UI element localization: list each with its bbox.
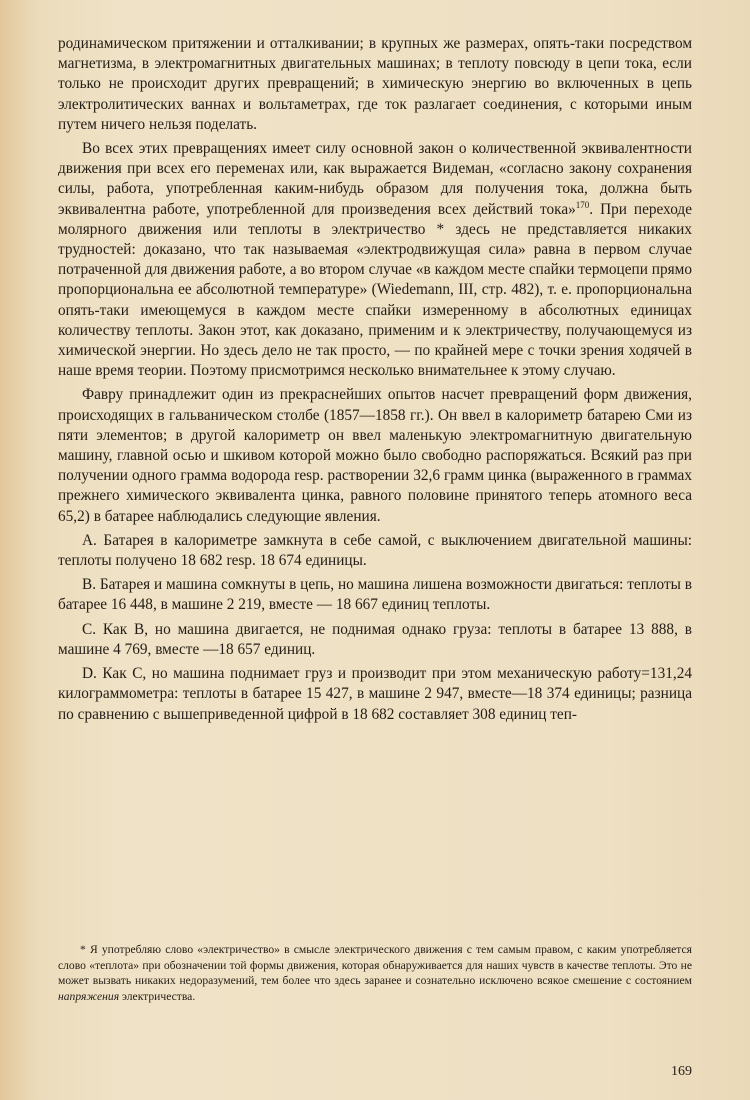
paragraph-case-c: C. Как B, но машина двигается, не поднимая однако груза: теплоты в батарее 13 888, в машине 4 769, вместе —18 657 единиц. bbox=[58, 620, 692, 658]
paragraph-wiedemann bbox=[58, 139, 692, 381]
paragraph-case-a: A. Батарея в калориметре замкнута в себе самой, с выключением двигательной машины: теплоты получено 18 682 resp. 18 674 единицы. bbox=[58, 531, 692, 570]
page-body bbox=[58, 34, 692, 725]
paragraph-case-b: B. Батарея и машина сомкнуты в цепь, но машина лишена возможности двигаться: теплоты в батарее 16 448, в машине 2 219, вместе — 18 667 единиц теплоты. bbox=[58, 576, 692, 614]
footnote-text: * Я употребляю слово «электричество» в смысле электрического движения с тем самым правом, с каким употребляется слово «теплота» при обозначении той формы движения, которая обнаруживается для наших чувств в качестве теплоты. Это не может вызвать никаких недоразумений, тем более что здесь заранее и сознательно исключено всякое смешение с состоянием bbox=[58, 943, 692, 988]
footnote-emphasis: напряжения bbox=[58, 989, 120, 1003]
paragraph-case-d: D. Как C, но машина поднимает груз и производит при этом механическую работу=131,24 килограммометра: теплоты в батарее 15 427, в машине 2 947, вместе—18 374 единицы; разница по сравнению с вышеприведенной цифрой в 18 682 составляет 308 единиц теп- bbox=[58, 665, 692, 723]
paragraph-text: . При переходе молярного движения или теплоты в электричество * здесь не представляется никаких трудностей: доказано, что так называемая «электродвижущая сила» равна в первом случае потраченной для движения работе, а во втором случае «в каждом месте спайки термоцепи прямо пропорциональна ее абсолютной температуре» (Wiedemann, III, стр. 482), т. е. пропорциональна опять-таки имеющемуся в каждом месте спайки измеренному в абсолютных единицах количеству теплоты. Закон этот, как доказано, применим и к электричеству, получающемуся из химической энергии. Но здесь дело не так просто, — по крайней мере с точки зрения ходячей в наше время теории. Поэтому присмотримся несколько внимательнее к этому случаю. bbox=[58, 200, 692, 380]
footnote-block bbox=[58, 942, 692, 1004]
page-number: 169 bbox=[671, 1064, 692, 1079]
footnote-text: электричества. bbox=[119, 989, 196, 1003]
paragraph-continuation: родинамическом притяжении и отталкивании; в крупных же размерах, опять-таки посредством магнетизма, в электромагнитных двигательных машинах; в теплоту повсюду в цепи тока, если только не происходит других превращений; в химическую энергию во включенных в цепь электролитических ваннах и вольтаметрах, где ток разлагает соединения, с которыми иным путем ничего нельзя поделать. bbox=[58, 35, 692, 133]
footnote bbox=[58, 942, 692, 1004]
note-reference: 170 bbox=[575, 199, 590, 210]
paragraph-text: Во всех этих превращениях имеет силу основной закон о количественной эквивалентности движения при всех его переменах или, как выражается Видеман, «согласно закону сохранения силы, работа, употребленная каким-нибудь образом для получения тока, должна быть эквивалентна работе, употребленной для произведения всех действий тока» bbox=[58, 140, 692, 218]
paragraph-favre: Фавру принадлежит один из прекраснейших опытов насчет превращений форм движения, происходящих в гальваническом столбе (1857—1858 гг.). Он ввел в калориметр батарею Сми из пяти элементов; в другой калориметр он ввел маленькую электромагнитную двигательную машину, главной осью и шкивом которой можно было свободно распоряжаться. Всякий раз при получении одного грамма водорода resp. растворении 32,6 грамм цинка (выраженного в граммах прежнего химического эквивалента цинка, равного половине принятого теперь атомного веса 65,2) в батарее наблюдались следующие явления. bbox=[58, 386, 692, 525]
